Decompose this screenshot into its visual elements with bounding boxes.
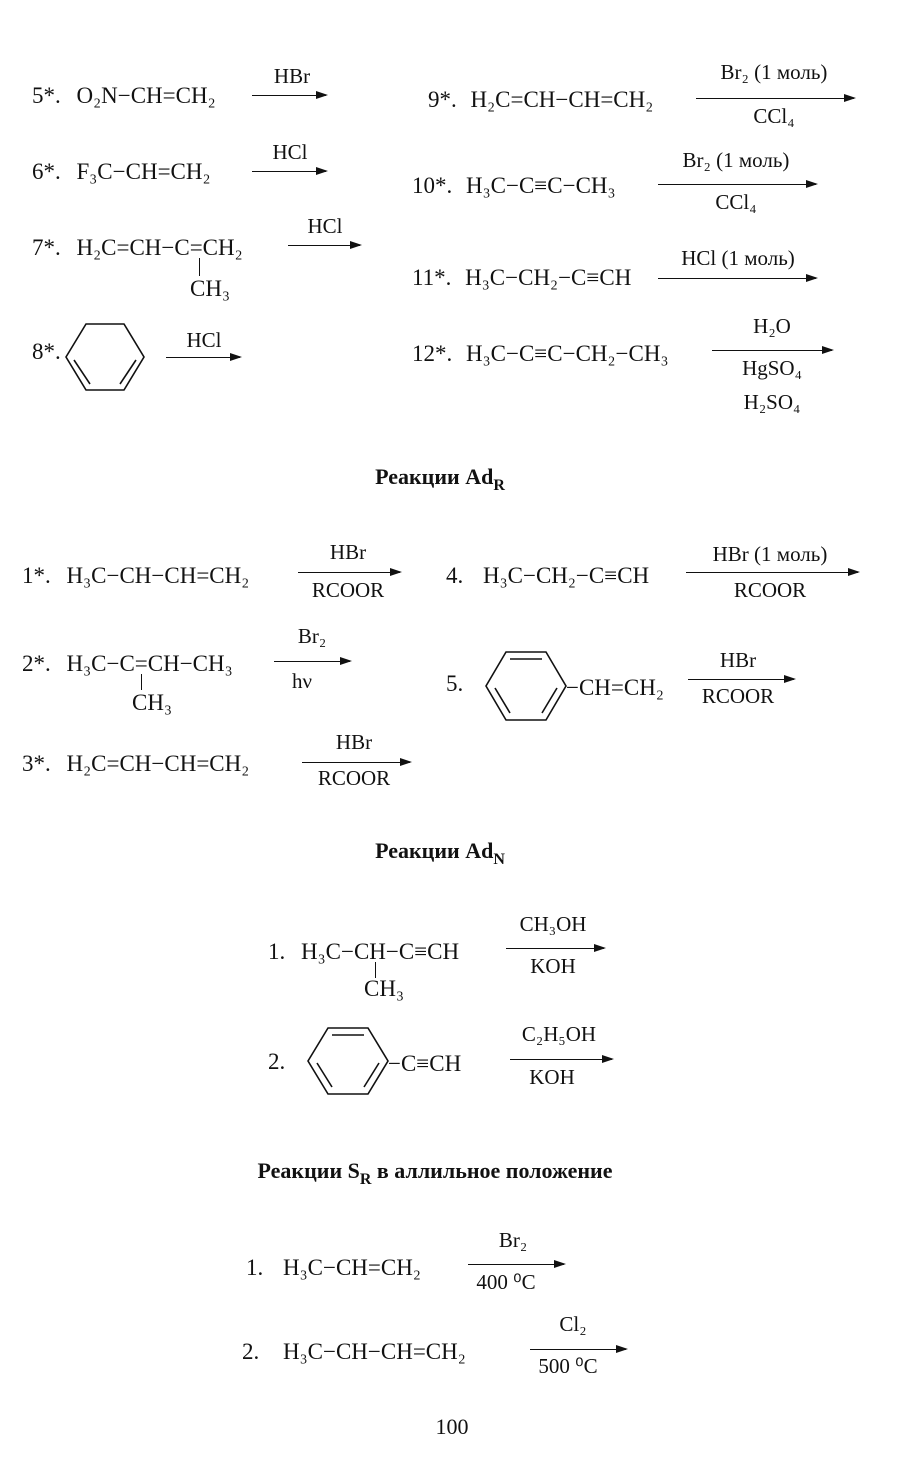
reagent-above: Cl₂ [559, 1312, 587, 1336]
reaction-number: 1*. [22, 563, 51, 588]
reagent-below: RCOOR [311, 578, 385, 602]
reaction-arrow [688, 679, 794, 680]
adr-reaction-3 [22, 752, 249, 775]
reaction-number: 1. [268, 939, 286, 964]
reactant-formula: H₂C=CH−CH=CH₂ [470, 87, 654, 112]
reaction-number: 6*. [32, 159, 61, 184]
reaction-arrow [506, 948, 604, 949]
reaction-arrow [252, 171, 326, 172]
reactant-formula: F₃C−CH=CH₂ [76, 159, 211, 184]
substituent-chain: −C≡CH [388, 1051, 462, 1076]
section-heading-adr: Реакции $Ad_R$ [375, 464, 505, 494]
branch-bond [199, 258, 200, 276]
reaction-number: 5. [446, 671, 464, 696]
reaction-number: 10*. [412, 173, 453, 198]
reagent-above: HBr (1 моль) [712, 542, 828, 566]
reaction-10 [412, 174, 616, 197]
reaction-arrow [252, 95, 326, 96]
benzene-ring [484, 650, 568, 722]
reaction-arrow [510, 1059, 612, 1060]
reaction-arrow [302, 762, 410, 763]
reaction-arrow [166, 357, 240, 358]
reagent-above: HCl (1 моль) [681, 246, 795, 270]
reagent-above: HBr [329, 540, 367, 564]
reactant-formula: H₂C=CH−CH=CH₂ [66, 751, 250, 776]
reaction-arrow [658, 184, 816, 185]
reaction-number: 4. [446, 563, 464, 588]
section-heading-adn: Реакции $Ad_N$ [375, 838, 505, 868]
reaction-arrow [712, 350, 832, 351]
reagent-below: KOH [529, 1065, 575, 1089]
reaction-number: 7*. [32, 235, 61, 260]
substituent: CH₃ [132, 690, 172, 715]
reactant-formula: H₃C−CH=CH₂ [283, 1255, 421, 1280]
reaction-12 [412, 342, 668, 365]
adr-reaction-1 [22, 564, 249, 587]
reaction-arrow [288, 245, 360, 246]
reagent-above: HCl [186, 328, 222, 352]
sr-reaction-2 [242, 1340, 466, 1363]
reaction-11 [412, 266, 631, 289]
reagent-above: C₂H₅OH [521, 1022, 597, 1046]
reaction-9 [428, 88, 653, 111]
reactant-formula: H₃C−C≡C−CH₃ [466, 173, 616, 198]
reaction-number: 11*. [412, 265, 452, 290]
reagent-above: HBr [719, 648, 757, 672]
reagent-above: Br₂ [498, 1228, 528, 1252]
reagent-below: hν [292, 669, 312, 693]
reaction-number: 2*. [22, 651, 51, 676]
page-number: 100 [435, 1414, 469, 1439]
reaction-8 [32, 340, 61, 363]
cyclohexadiene-ring [64, 322, 146, 392]
reagent-above: Br₂ (1 моль) [720, 60, 828, 84]
reaction-number: 8*. [32, 339, 61, 364]
reagent-below: CCl₄ [715, 190, 757, 214]
reagent-above: HBr [273, 64, 311, 88]
section-heading-sr: Реакции $S_R$ в аллильное положение [257, 1158, 613, 1188]
reagent-above: Br₂ [297, 624, 327, 648]
reagent-above: Br₂ (1 моль) [682, 148, 790, 172]
reaction-arrow [658, 278, 816, 279]
reagent-below: RCOOR [317, 766, 391, 790]
reaction-arrow [686, 572, 858, 573]
reagent-above: HBr [335, 730, 373, 754]
reagent-above: H₂O [753, 314, 791, 338]
branch-bond [141, 674, 142, 690]
benzene-ring [306, 1026, 390, 1096]
adn-reaction-2 [268, 1050, 285, 1073]
reaction-6 [32, 160, 211, 183]
sr-reaction-1 [246, 1256, 421, 1279]
reactant-formula: H₃C−C=CH−CH₃ [66, 651, 233, 676]
reagent-below: 400 ⁰C [476, 1270, 536, 1294]
reaction-arrow [696, 98, 854, 99]
adr-reaction-4 [446, 564, 649, 587]
reactant-formula: O₂N−CH=CH₂ [76, 83, 216, 108]
substituent: CH₃ [364, 976, 404, 1001]
reaction-number: 2. [268, 1049, 286, 1074]
reactant-formula: H₃C−C≡C−CH₂−CH₃ [466, 341, 669, 366]
adr-reaction-5 [446, 672, 463, 695]
reaction-arrow [274, 661, 350, 662]
reaction-number: 1. [246, 1255, 264, 1280]
reactant-formula: H₃C−CH₂−C≡CH [483, 563, 650, 588]
reagent-below: CCl₄ [753, 104, 795, 128]
adn-reaction-1 [268, 940, 459, 963]
reaction-number: 2. [242, 1339, 260, 1364]
substituent-chain: −CH=CH₂ [566, 675, 664, 700]
reagent-below: RCOOR [733, 578, 807, 602]
reactant-formula: H₃C−CH₂−C≡CH [465, 265, 632, 290]
reaction-arrow [468, 1264, 564, 1265]
reagent-below: RCOOR [701, 684, 775, 708]
reaction-number: 12*. [412, 341, 453, 366]
reagent-above: HCl [272, 140, 308, 164]
reactant-formula: H₃C−CH−CH=CH₂ [66, 563, 250, 588]
reaction-number: 9*. [428, 87, 457, 112]
reactant-formula: H₃C−CH−C≡CH [301, 939, 460, 964]
reactant-formula: H₃C−CH−CH=CH₂ [283, 1339, 466, 1364]
reaction-arrow [530, 1349, 626, 1350]
reagent-above: CH₃OH [519, 912, 587, 936]
reaction-7 [32, 236, 243, 259]
substituent: CH₃ [190, 276, 230, 301]
reaction-5 [32, 84, 216, 107]
adr-reaction-2 [22, 652, 233, 675]
reaction-number: 5*. [32, 83, 61, 108]
reagent-above: HCl [307, 214, 343, 238]
reaction-number: 3*. [22, 751, 51, 776]
reagent-below: HgSO₄ [742, 356, 802, 380]
reactant-formula: H₂C=CH−C=CH₂ [76, 235, 243, 260]
reagent-below: KOH [530, 954, 576, 978]
reagent-below: 500 ⁰C [538, 1354, 598, 1378]
reagent-below-2: H₂SO₄ [743, 390, 801, 414]
reaction-arrow [298, 572, 400, 573]
